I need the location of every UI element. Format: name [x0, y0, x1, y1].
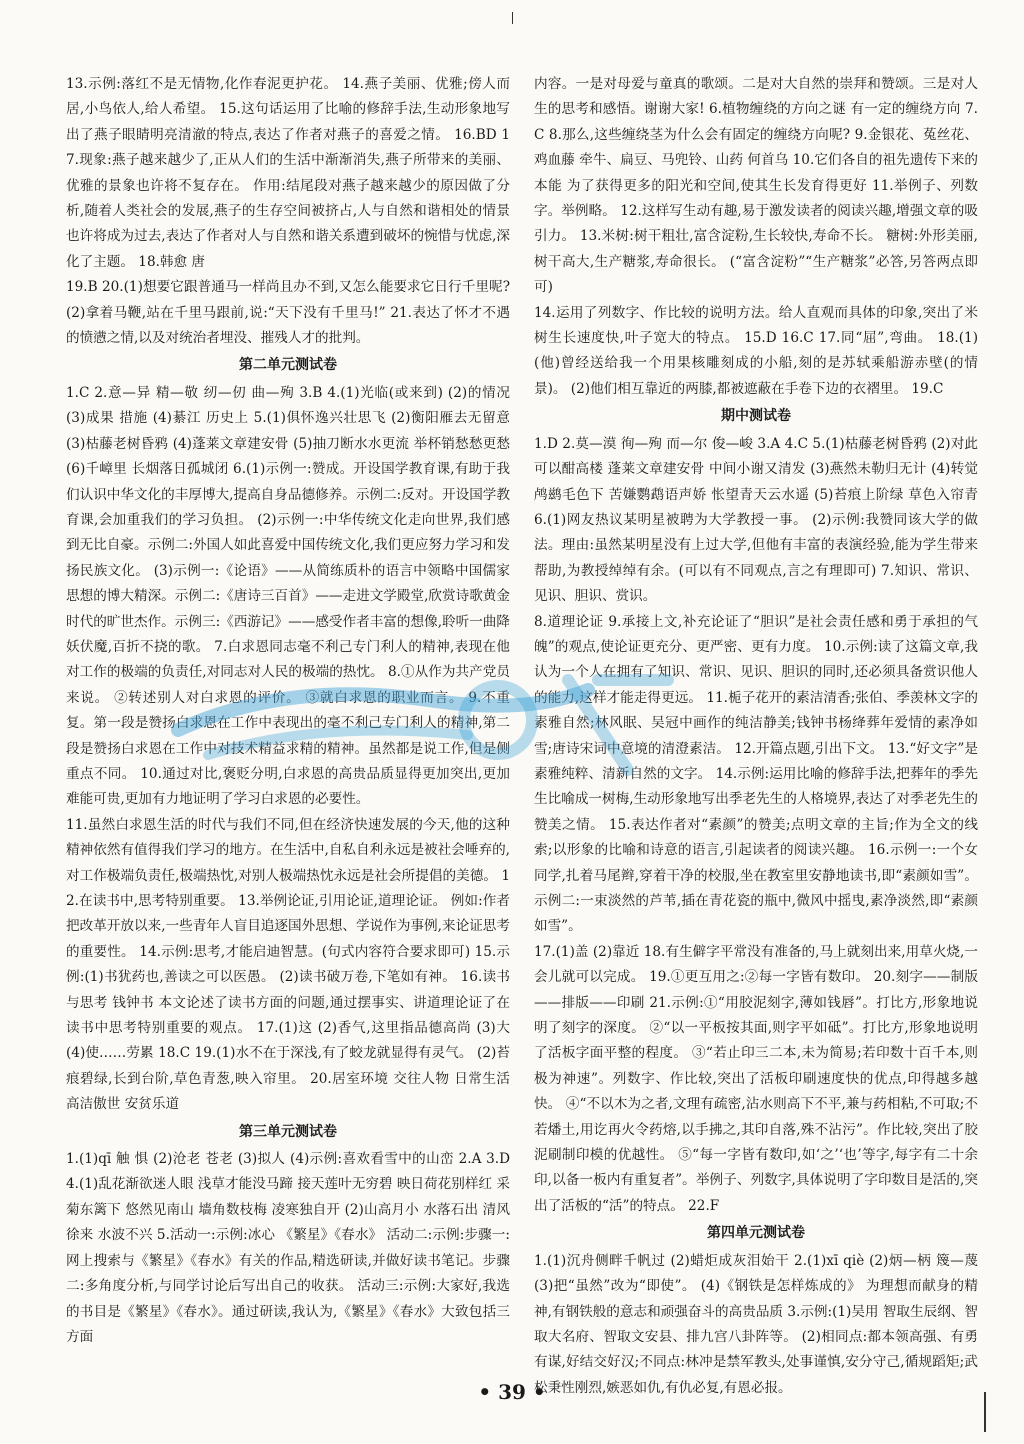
- section-title-midterm: 期中测试卷: [721, 408, 791, 425]
- unit1-answers-part: 13.示例:落红不是无情物,化作春泥更护花。 14.燕子美丽、优雅;傍人而居,小鸟依人,给人希望。 15.这句话运用了比喻的修辞手法,生动形象地写出了燕子眼睛明亮清澈的特点,表达了作者对燕子的喜爱之情。 16.BD 17.现象:燕子越来越少了,正从人们的生活中渐渐消失,燕子所带来的美丽、优雅的景象也许将不复存在。 作用:结尾段对燕子越来越少的原因做了分析,随着人类社会的发展,燕子的生存空间被挤占,人与自然和谐相处的情景也许将成为过去,表达了作者对人与自然和谐关系遭到破坏的惋惜与忧虑,深化了主题。 18.韩愈 唐: [66, 76, 510, 270]
- scan-edge-mark: [512, 12, 513, 24]
- unit2-answers-part: 1.C 2.意—异 精—敬 纫—仞 曲—殉 3.B 4.(1)光临(或来到) (2)的情况 (3)成果 措施 (4)綦江 历史上 5.(1)俱怀逸兴壮思飞 (2)衡阳雁去无留意 (3)枯藤老树昏鸦 (4)蓬莱文章建安骨 (5)抽刀断水水更流 举杯销愁愁更愁 (6)千嶂里 长烟落日孤城闭 6.(1)示例一:赞成。开设国学教育课,有助于我们认识中华文化的丰厚博大,提高自身品德修养。示例二:反对。开设国学教育课,会加重我们的学习负担。 (2)示例一:中华传统文化走向世界,我们感到无比自豪。示例二:外国人如此喜爱中国传统文化,我们更应努力学习和发扬民族文化。 (3)示例一:《论语》——从简练质朴的语言中领略中国儒家思想的博大精深。示例二:《唐诗三百首》——走进文学殿堂,欣赏诗歌黄金时代的旷世杰作。示例三:《西游记》——感受作者丰富的想像,聆听一曲降妖伏魔,百折不挠的歌。 7.白求恩同志毫不利己专门利人的精神,表现在他对工作的极端的负责任,对同志对人民的极端的热忱。 8.①从作为共产党员来说。 ②转述别人对白求恩的评价。 ③就白求恩的职业而言。 9.不重复。第一段是赞扬白求恩在工作中表现出的毫不利己专门利人的精神,第二段是赞扬白求恩在工作中对技术精益求精的精神。虽然都是说工作,但是侧重点不同。 10.通过对比,褒贬分明,白求恩的高贵品质显得更加突出,更加难能可贵,更加有力地证明了学习白求恩的必要性。: [66, 384, 510, 808]
- unit1-answers-part: 19.B 20.(1)想要它跟普通马一样尚且办不到,又怎么能要求它日行千里呢? (2)拿着马鞭,站在千里马跟前,说:“天下没有千里马!” 21.表达了怀才不遇的愤懑之情,以及对统治者埋没、摧残人才的批判。: [66, 279, 510, 347]
- unit4-answers-part: 1.(1)沉舟侧畔千帆过 (2)蜡炬成灰泪始干 2.(1)xī qiè (2)炳—柄 篾—蔑 (3)把“虽然”改为“即使”。 (4)《钢铁是怎样炼成的》 为理想而献身的精神,有钢铁般的意志和顽强奋斗的高贵品质 3.示例:(1)吴用 智取生辰纲、智取大名府、智取文安县、排九宫八卦阵等。 (2)相同点:都本领高强、有勇有谋,好结交好汉;不同点:林冲是禁军教头,处事谨慎,安分守己,循规蹈矩;武松秉性刚烈,嫉恶如仇,有仇必复,有恩必报。: [534, 1252, 978, 1396]
- page-number: • 39 •: [478, 1380, 546, 1404]
- section-title-unit3: 第三单元测试卷: [239, 1123, 337, 1140]
- section-title-unit4: 第四单元测试卷: [707, 1225, 805, 1242]
- section-title-unit2: 第二单元测试卷: [239, 357, 337, 374]
- midterm-answers-part: 8.道理论证 9.承接上文,补充论证了“胆识”是社会责任感和勇于承担的气魄”的观点,使论证更充分、更严密、更有力度。 10.示例:读了这篇文章,我认为一个人在拥有了知识、常识、见识、胆识的同时,还必须具备赏识他人的能力,这样才能走得更远。 11.栀子花开的素洁清香;张伯、季羡林文字的素雅自然;林风眠、吴冠中画作的纯洁静美;钱钟书杨绛葬年爱情的素净如雪;唐诗宋词中意境的清澄素洁。 12.开篇点题,引出下文。 13.“好文字”是素雅纯粹、清新自然的文字。 14.示例:运用比喻的修辞手法,把葬年的季先生比喻成一树梅,生动形象地写出季老先生的人格境界,表达了对季老先生的赞美之情。 15.表达作者对“素颜”的赞美;点明文章的主旨;作为全文的线索;以形象的比喻和诗意的语言,引起读者的阅读兴趣。 16.示例一:一个女同学,扎着马尾辫,穿着干净的校服,坐在教室里安静地读书,即“素颜如雪”。示例二:一束淡然的芦苇,插在青花瓷的瓶中,微风中摇曳,素净淡然,即“素颜如雪”。: [534, 613, 978, 935]
- midterm-answers-part: 1.D 2.莫—漠 徇—殉 而—尔 俊—峻 3.A 4.C 5.(1)枯藤老树昏鸦 (2)对此可以酣高楼 蓬莱文章建安骨 中间小谢又清发 (3)燕然未勒归无计 (4)转觉鸬鹚毛色下 苦嫌鹦鹉语声娇 怅望青天云水遥 (5)苔痕上阶绿 草色入帘青 6.(1)网友热议某明星被聘为大学教授一事。 (2)示例:我赞同该大学的做法。理由:虽然某明星没有上过大学,但他有丰富的表演经验,能为学生带来帮助,为教授绰绰有余。(可以有不同观点,言之有理即可) 7.知识、常识、见识、胆识、赏识。: [534, 435, 978, 605]
- left-column: [66, 72, 510, 1350]
- right-column: [534, 72, 978, 1401]
- unit3-answers-continued: 14.运用了列数字、作比较的说明方法。给人直观而具体的印象,突出了米树生长速度快,叶子宽大的特点。 15.D 16.C 17.同“屈”,弯曲。 18.(1)(他)曾经送给我一个用果核雕刻成的小船,刻的是苏轼乘船游赤壁(的情景)。 (2)他们相互靠近的两膝,都被遮蔽在手卷下边的衣褶里。 19.C: [534, 304, 978, 397]
- unit3-answers-part: 1.(1)qī 触 惧 (2)沧老 苍老 (3)拟人 (4)示例:喜欢看雪中的山峦 2.A 3.D 4.(1)乱花渐欲迷人眼 浅草才能没马蹄 接天莲叶无穷碧 映日荷花别样红 采菊东篱下 悠然见南山 墙角数枝梅 凌寒独自开 (2)山高月小 水落石出 清风徐来 水波不兴 5.活动一:示例:冰心 《繁星》《春水》 活动二:示例:步骤一:网上搜索与《繁星》《春水》有关的作品,精选研读,并做好读书笔记。步骤二:多角度分析,与同学讨论后写出自己的收获。 活动三:示例:大家好,我选的书目是《繁星》《春水》。通过研读,我认为,《繁星》《春水》大致包括三方面: [66, 1151, 510, 1345]
- unit2-answers-part: 11.虽然白求恩生活的时代与我们不同,但在经济快速发展的今天,他的这种精神依然有值得我们学习的地方。在生活中,自私自利永远是被社会唾弃的,对工作极端负责任,极端热忱,对别人极端热忱永远是社会所提倡的美德。 12.在读书中,思考特别重要。 13.举例论证,引用论证,道理论证。 例如:作者把改革开放以来,一些青年人盲目追逐国外思想、学说作为事例,来论证思考的重要性。 14.示例:思考,才能启迪智慧。(句式内容符合要求即可) 15.示例:(1)书犹药也,善读之可以医愚。 (2)读书破万卷,下笔如有神。 16.读书与思考 钱钟书 本文论述了读书方面的问题,通过摆事实、讲道理论证了在读书中思考特别重要的观点。 17.(1)这 (2)香气,这里指品德高尚 (3)大 (4)使……劳累 18.C 19.(1)水不在于深浅,有了蛟龙就显得有灵气。 (2)苔痕碧绿,长到台阶,草色青葱,映入帘里。 20.居室环境 交往人物 日常生活 高洁傲世 安贫乐道: [66, 816, 510, 1113]
- unit3-answers-continued: 内容。一是对母爱与童真的歌颂。二是对大自然的崇拜和赞颂。三是对人生的思考和感悟。谢谢大家! 6.植物缠绕的方向之谜 有一定的缠绕方向 7.C 8.那么,这些缠绕茎为什么会有固定的缠绕方向呢? 9.金银花、菟丝花、鸡血藤 牵牛、扁豆、马兜铃、山药 何首乌 10.它们各自的祖先遗传下来的本能 为了获得更多的阳光和空间,使其生长发育得更好 11.举例子、列数字。举例略。 12.这样写生动有趣,易于激发读者的阅读兴趣,增强文章的吸引力。 13.米树:树干粗壮,富含淀粉,生长较快,寿命不长。 糖树:外形美丽,树干高大,生产糖浆,寿命很长。 (“富含淀粉”“生产糖浆”必答,另答两点即可): [534, 76, 978, 296]
- midterm-answers-part: 17.(1)盖 (2)靠近 18.有生僻字平常没有准备的,马上就刻出来,用草火烧,一会儿就可以完成。 19.①更互用之:②每一字皆有数印。 20.刻字——制版——排版——印刷 21.示例:①“用胶泥刻字,薄如钱唇”。打比方,形象地说明了刻字的深度。 ②“以一平板按其面,则字平如砥”。打比方,形象地说明了活板字面平整的程度。 ③“若止印三二本,未为简易;若印数十百千本,则极为神速”。列数字、作比较,突出了活板印刷速度快的优点,印得越多越快。 ④“不以木为之者,文理有疏密,沾水则高下不平,兼与药相粘,不可取;不若燔土,用讫再火令药熔,以手拂之,其印自落,殊不沾污”。作比较,突出了胶泥刷制印模的优越性。 ⑤“每一字皆有数印,如‘之’‘也’等字,每字有二十余印,以备一板内有重复者”。举例子、列数字,具体说明了字印数目是活的,突出了活板的“活”的特点。 22.F: [534, 943, 978, 1214]
